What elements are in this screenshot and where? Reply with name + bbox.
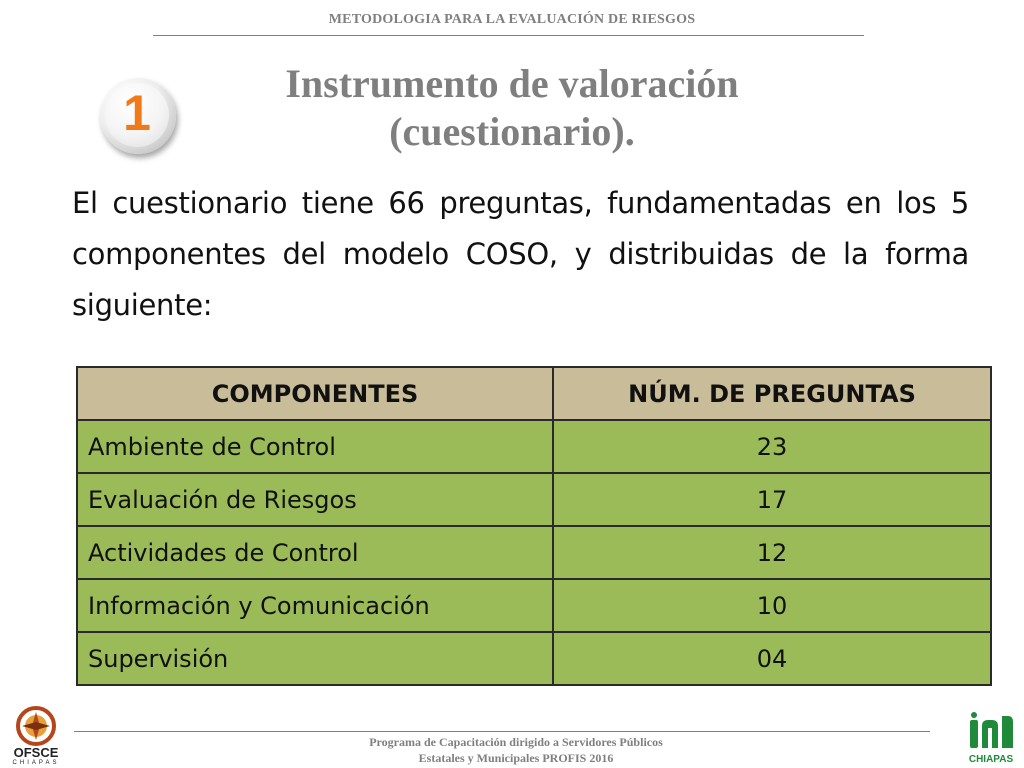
table-row	[77, 579, 991, 632]
component-name: Actividades de Control	[77, 526, 553, 579]
question-count: 04	[553, 632, 991, 685]
footer-divider	[74, 731, 930, 732]
column-header-questions: NÚM. DE PREGUNTAS	[553, 367, 991, 420]
table-row	[77, 632, 991, 685]
question-count: 17	[553, 473, 991, 526]
question-count: 10	[553, 579, 991, 632]
header-divider	[153, 35, 864, 36]
ofsce-logo-text: OFSCE	[13, 745, 59, 760]
step-number-badge	[100, 78, 176, 154]
step-number: 1	[105, 83, 169, 147]
component-name: Supervisión	[77, 632, 553, 685]
question-count: 23	[553, 420, 991, 473]
component-name: Ambiente de Control	[77, 420, 553, 473]
iap-logo-text: CHIAPAS	[968, 754, 1014, 765]
table-row	[77, 420, 991, 473]
table-row	[77, 473, 991, 526]
iap-logo	[962, 712, 1020, 768]
table-header-row	[77, 367, 991, 420]
footer-text	[300, 734, 732, 766]
header-title: METODOLOGIA PARA LA EVALUACIÓN DE RIESGOS	[328, 12, 696, 27]
footer-line-1: Programa de Capacitación dirigido a Servidores Públicos	[369, 735, 663, 749]
question-count: 12	[553, 526, 991, 579]
column-header-components: COMPONENTES	[77, 367, 553, 420]
table-row	[77, 526, 991, 579]
intro-paragraph: El cuestionario tiene 66 preguntas, fundamentadas en los 5 componentes del modelo COSO, y distribuidas de la forma siguiente:	[72, 186, 969, 322]
component-name: Evaluación de Riesgos	[77, 473, 553, 526]
component-name: Información y Comunicación	[77, 579, 553, 632]
ofsce-emblem-icon	[16, 706, 56, 746]
iap-logo-icon	[968, 712, 1014, 750]
slide-title-line-2: (cuestionario).	[389, 109, 635, 154]
ofsce-logo	[4, 706, 68, 768]
slide-title	[180, 60, 844, 156]
ofsce-logo-subtext: CHIAPAS	[12, 760, 60, 766]
slide-title-line-1: Instrumento de valoración	[285, 61, 739, 106]
footer-line-2: Estatales y Municipales PROFIS 2016	[418, 751, 614, 765]
components-table	[76, 366, 992, 686]
